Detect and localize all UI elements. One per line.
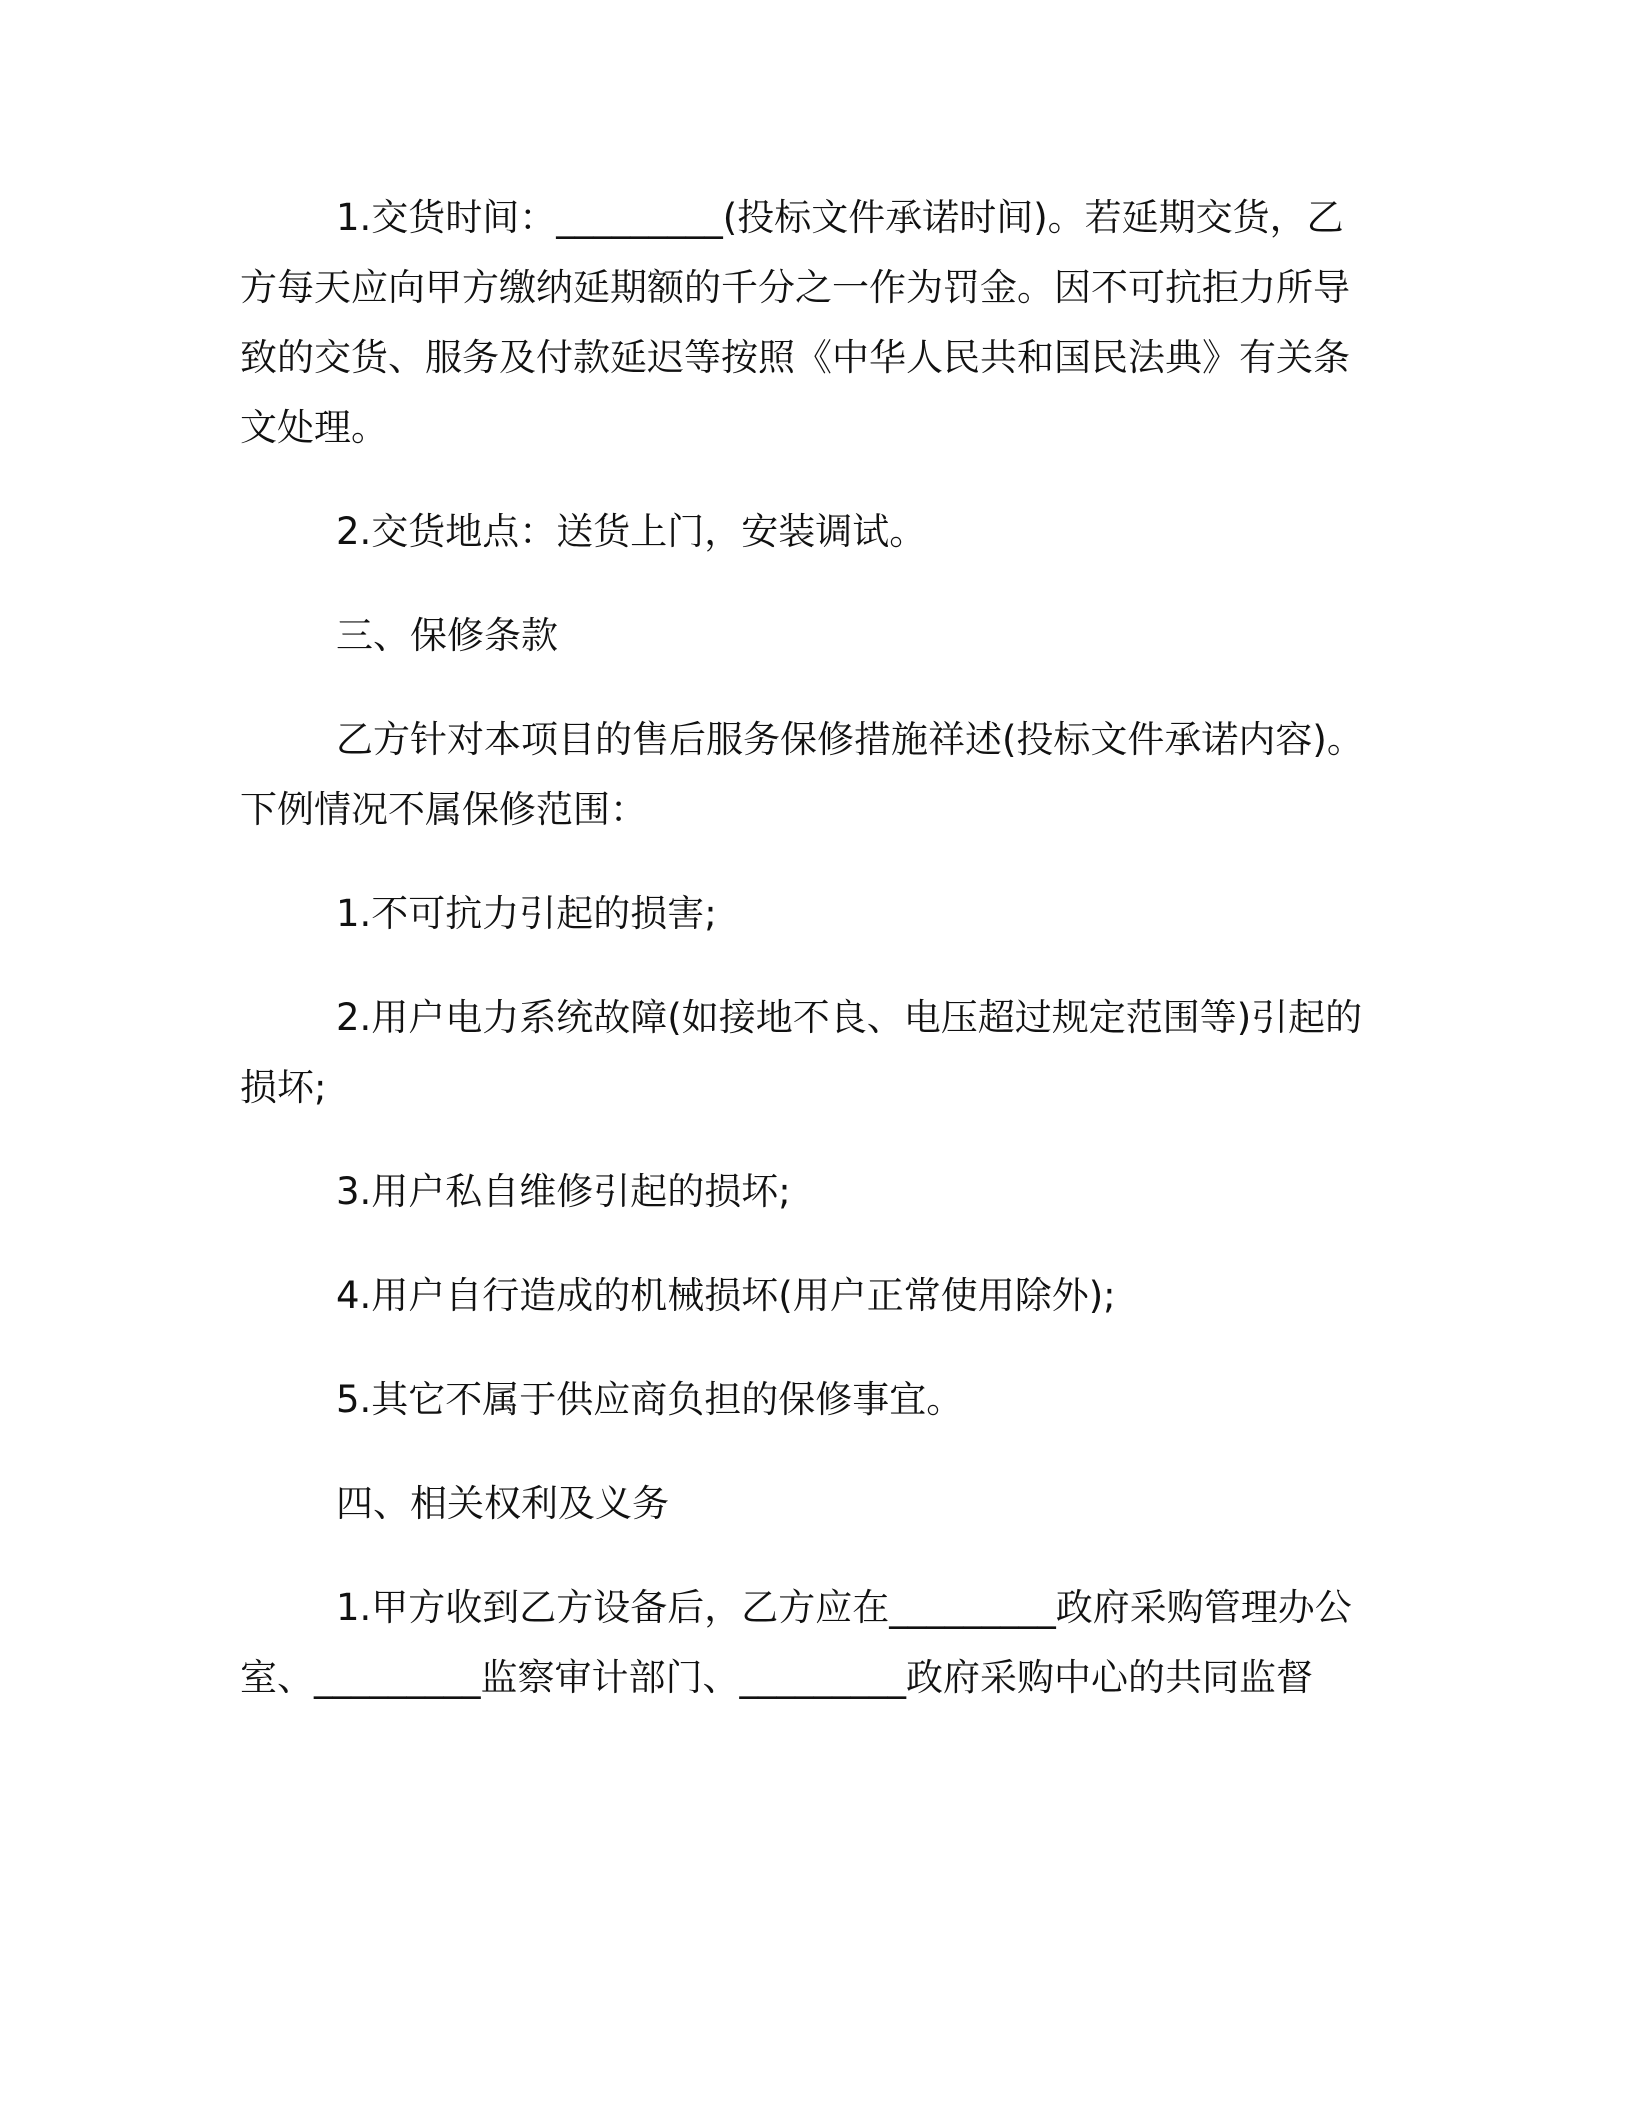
warranty-exclusion-2: 2.用户电力系统故障(如接地不良、电压超过规定范围等)引起的损坏; xyxy=(240,996,1363,1109)
delivery-time-clause: 1.交货时间：_________(投标文件承诺时间)。若延期交货，乙方每天应向甲方缴纳延期额的千分之一作为罚金。因不可抗拒力所导致的交货、服务及付款延迟等按照《中华人民共和国民法典》有关条文处理。 xyxy=(240,196,1350,449)
warranty-exclusion-5: 5.其它不属于供应商负担的保修事宜。 xyxy=(336,1378,964,1421)
delivery-location-clause: 2.交货地点：送货上门，安装调试。 xyxy=(336,510,927,553)
warranty-intro: 乙方针对本项目的售后服务保修措施祥述(投标文件承诺内容)。下例情况不属保修范围： xyxy=(240,718,1364,831)
warranty-exclusion-1: 1.不可抗力引起的损害; xyxy=(336,892,717,935)
section-heading-rights: 四、相关权利及义务 xyxy=(336,1482,669,1525)
warranty-exclusion-4: 4.用户自行造成的机械损坏(用户正常使用除外); xyxy=(336,1274,1116,1317)
warranty-exclusion-3: 3.用户私自维修引起的损坏; xyxy=(336,1170,791,1213)
rights-clause-1: 1.甲方收到乙方设备后，乙方应在_________政府采购管理办公室、_________监察审计部门、_________政府采购中心的共同监督 xyxy=(240,1586,1352,1699)
document-body xyxy=(240,183,1370,1747)
section-heading-warranty: 三、保修条款 xyxy=(336,614,558,657)
